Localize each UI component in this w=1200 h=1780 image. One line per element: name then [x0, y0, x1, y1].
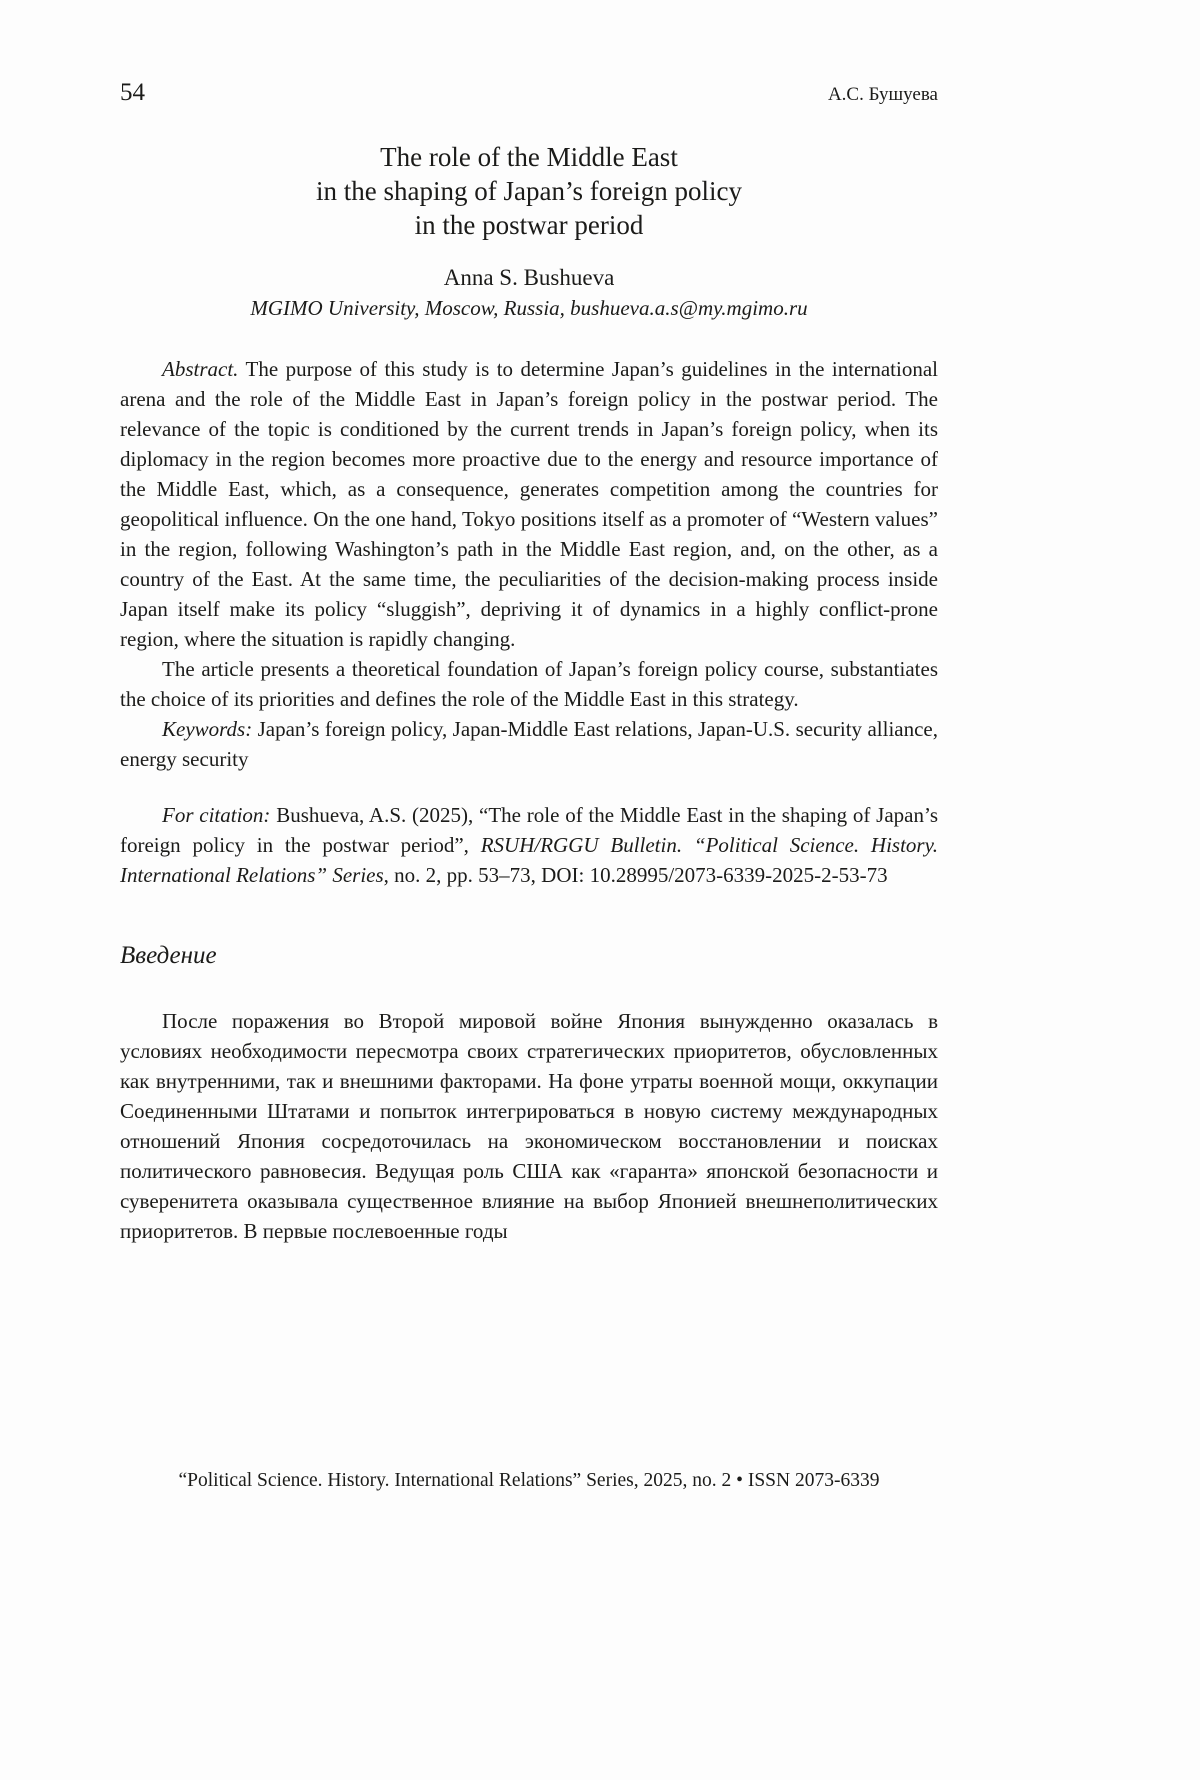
abstract-text: The purpose of this study is to determine Japan’s guidelines in the international arena and the role of the Middle East in Japan’s foreign policy in the postwar period. The relevance of the topic is conditioned by the current trends in Japan’s foreign policy, when its diplomacy in the region becomes more proactive due to the energy and resource importance of the Middle East, which, as a consequence, generates competition among the countries for geopolitical influence. On the one hand, Tokyo positions itself as a promoter of “Western values” in the region, following Washington’s path in the Middle East region, and, on the other, as a country of the East. At the same time, the peculiarities of the decision-making process inside Japan itself make its policy “sluggish”, depriving it of dynamics in a highly conflict-prone region, where the situation is rapidly changing.	[120, 357, 938, 651]
article-title: The role of the Middle East in the shaping of Japan’s foreign policy in the postwar period	[316, 142, 742, 240]
citation-text-2: , no. 2, pp. 53–73, DOI: 10.28995/2073-6339-2025-2-53-73	[383, 863, 888, 887]
citation-label: For citation:	[162, 803, 271, 827]
running-head	[120, 78, 938, 110]
introduction-paragraph: После поражения во Второй мировой войне Япония вынужденно оказалась в условиях необходимости пересмотра своих стратегических приоритетов, обусловленных как внутренними, так и внешними факторами. На фоне утраты военной мощи, оккупации Соединенными Штатами и попыток интегрироваться в новую систему международных отношений Япония сосредоточилась на экономическом восстановлении и поисках политического равновесия. Ведущая роль США как «гаранта» японской безопасности и суверенитета оказывала существенное влияние на выбор Японией внешнеполитических приоритетов. В первые послевоенные годы	[120, 1009, 938, 1243]
abstract-paragraph	[120, 354, 938, 654]
section-heading-introduction: Введение	[120, 942, 217, 969]
citation-text-1: Bushueva, A.S. (2025), “The role of the Middle East in the shaping of Japan’s foreign policy in the postwar period”,	[120, 803, 938, 857]
author-name: Anna S. Bushueva	[443, 265, 615, 290]
summary-paragraph: The article presents a theoretical foundation of Japan’s foreign policy course, substantiates the choice of its priorities and defines the role of the Middle East in this strategy.	[120, 657, 938, 711]
author-affiliation: MGIMO University, Moscow, Russia, bushueva.a.s@my.mgimo.ru	[250, 296, 808, 320]
abstract-label: Abstract.	[162, 357, 239, 381]
keywords-text: Japan’s foreign policy, Japan-Middle East relations, Japan-U.S. security alliance, energy security	[120, 717, 938, 771]
citation-paragraph	[120, 800, 938, 890]
page-footer: “Political Science. History. International Relations” Series, 2025, no. 2 • ISSN 2073-6339	[178, 1470, 880, 1491]
page-number: 54	[120, 79, 145, 106]
citation-journal-title: RSUH/RGGU Bulletin. “Political Science. History. International Relations” Series	[120, 833, 939, 887]
keywords-paragraph	[120, 714, 938, 774]
keywords-label: Keywords:	[162, 717, 253, 741]
running-head-author: А.С. Бушуева	[827, 84, 938, 105]
